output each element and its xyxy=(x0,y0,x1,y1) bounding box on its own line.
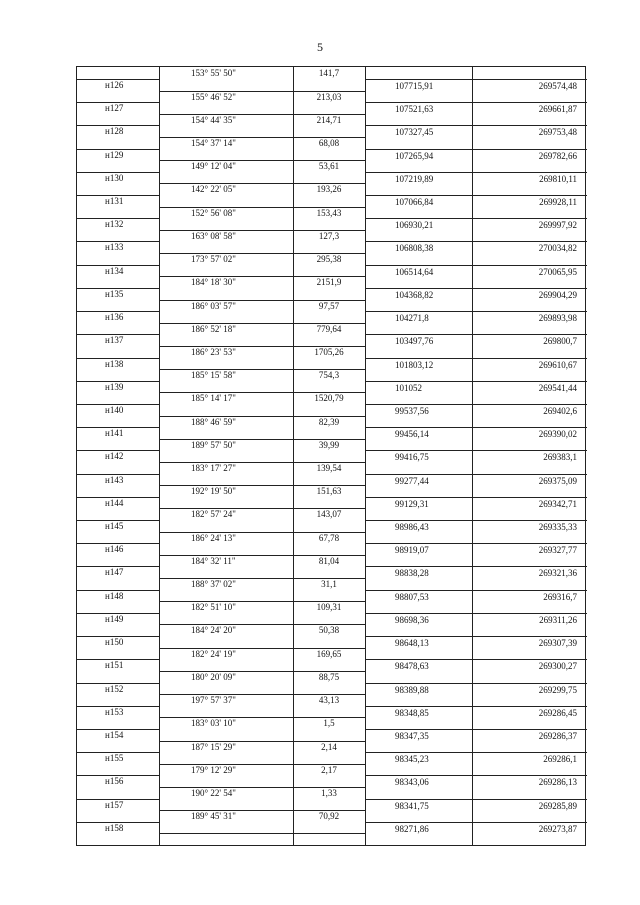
direction-angle-cell: 182° 51' 10" xyxy=(191,602,236,613)
point-label: н135 xyxy=(105,288,124,299)
point-label: н158 xyxy=(105,822,124,833)
row-divider xyxy=(365,706,587,707)
direction-angle-cell: 192° 19' 50" xyxy=(191,486,236,497)
point-label: н139 xyxy=(105,381,124,392)
point-label: н156 xyxy=(105,776,124,787)
coordinate-y-cell: 269661,87 xyxy=(538,104,577,115)
direction-angle-cell: 173° 57' 02" xyxy=(191,254,236,265)
coordinate-y-cell: 269810,11 xyxy=(539,173,577,184)
segment-length-cell: 43,13 xyxy=(318,695,340,706)
row-divider xyxy=(365,288,587,289)
direction-angle-cell: 182° 24' 19" xyxy=(191,648,236,659)
row-divider xyxy=(365,566,587,567)
row-divider xyxy=(365,822,587,823)
coordinate-y-cell: 269390,02 xyxy=(538,429,577,440)
point-label: н141 xyxy=(105,428,124,439)
coordinate-y-cell: 269541,44 xyxy=(538,382,577,393)
direction-angle-cell: 187° 15' 29" xyxy=(191,741,236,752)
point-label: н146 xyxy=(105,544,124,555)
direction-angle-cell: 189° 45' 31" xyxy=(191,811,236,822)
segment-length-cell: 39,99 xyxy=(318,439,340,450)
row-divider xyxy=(365,218,587,219)
row-divider xyxy=(365,172,587,173)
direction-angle-cell: 186° 24' 13" xyxy=(191,532,236,543)
point-label: н154 xyxy=(105,729,124,740)
coordinate-y-cell: 269286,1 xyxy=(543,754,577,765)
point-label: н130 xyxy=(105,172,124,183)
point-label: н127 xyxy=(105,103,124,114)
row-divider xyxy=(365,683,587,684)
coordinate-x-cell: 103497,76 xyxy=(395,336,434,347)
row-divider xyxy=(365,381,587,382)
direction-angle-cell: 180° 20' 09" xyxy=(191,671,236,682)
point-label: н151 xyxy=(105,660,124,671)
segment-length-cell: 67,78 xyxy=(318,532,340,543)
coordinate-x-cell: 107327,45 xyxy=(395,127,434,138)
row-divider xyxy=(365,79,587,80)
row-divider xyxy=(365,729,587,730)
point-label: н137 xyxy=(105,335,124,346)
row-divider xyxy=(365,520,587,521)
point-label: н155 xyxy=(105,753,124,764)
coordinates-table xyxy=(76,66,586,846)
segment-length-cell: 70,92 xyxy=(318,811,340,822)
coordinate-x-cell: 98343,06 xyxy=(395,777,429,788)
segment-length-cell: 1,5 xyxy=(323,718,335,729)
coordinate-y-cell: 269273,87 xyxy=(538,823,577,834)
segment-length-cell: 151,63 xyxy=(316,486,342,497)
point-label: н148 xyxy=(105,590,124,601)
direction-angle-cell: 183° 03' 10" xyxy=(191,718,236,729)
coordinate-x-cell: 99416,75 xyxy=(395,452,429,463)
point-label: н136 xyxy=(105,312,124,323)
coordinate-x-cell: 98698,36 xyxy=(395,614,429,625)
row-divider xyxy=(365,149,587,150)
segment-length-cell: 1705,26 xyxy=(314,346,344,357)
segment-length-cell: 31,1 xyxy=(321,579,337,590)
row-divider xyxy=(365,752,587,753)
row-divider xyxy=(365,125,587,126)
coordinate-x-cell: 98838,28 xyxy=(395,568,429,579)
coordinate-y-cell: 269335,33 xyxy=(538,522,577,533)
direction-angle-cell: 189° 57' 50" xyxy=(191,439,236,450)
segment-length-cell: 143,07 xyxy=(316,509,342,520)
coordinate-y-cell: 269893,98 xyxy=(538,313,577,324)
point-label: н128 xyxy=(105,126,124,137)
coordinate-x-cell: 107219,89 xyxy=(395,173,434,184)
coordinate-y-cell: 270034,82 xyxy=(538,243,577,254)
coordinate-x-cell: 106808,38 xyxy=(395,243,434,254)
segment-length-cell: 2151,9 xyxy=(316,277,342,288)
row-divider xyxy=(365,799,587,800)
row-divider xyxy=(365,427,587,428)
segment-length-cell: 53,61 xyxy=(318,161,340,172)
segment-length-cell: 2,14 xyxy=(321,741,337,752)
point-label: н157 xyxy=(105,799,124,810)
point-label: н142 xyxy=(105,451,124,462)
segment-length-cell: 127,3 xyxy=(318,230,340,241)
coordinate-x-cell: 101803,12 xyxy=(395,359,434,370)
point-label: н152 xyxy=(105,683,124,694)
point-label: н129 xyxy=(105,149,124,160)
coordinate-y-cell: 269300,27 xyxy=(538,661,577,672)
coordinate-x-cell: 106514,64 xyxy=(395,266,434,277)
point-label: н153 xyxy=(105,706,124,717)
coordinate-x-cell: 107265,94 xyxy=(395,150,434,161)
coordinate-y-cell: 269316,7 xyxy=(543,591,577,602)
row-divider xyxy=(365,102,587,103)
direction-angle-cell: 185° 14' 17" xyxy=(191,393,236,404)
coordinate-y-cell: 269286,37 xyxy=(538,730,577,741)
coordinate-x-cell: 98919,07 xyxy=(395,545,429,556)
coordinate-x-cell: 98389,88 xyxy=(395,684,429,695)
coordinate-x-cell: 98271,86 xyxy=(395,823,429,834)
direction-angle-cell: 197° 57' 37" xyxy=(191,695,236,706)
segment-length-cell: 169,65 xyxy=(316,648,342,659)
direction-angle-cell: 184° 18' 30" xyxy=(191,277,236,288)
segment-length-cell: 88,75 xyxy=(318,671,340,682)
direction-angle-cell: 188° 46' 59" xyxy=(191,416,236,427)
row-divider xyxy=(365,404,587,405)
coordinate-y-cell: 269311,26 xyxy=(539,614,577,625)
row-divider xyxy=(365,775,587,776)
point-label: н133 xyxy=(105,242,124,253)
point-label: н138 xyxy=(105,358,124,369)
direction-angle-cell: 154° 44' 35" xyxy=(191,114,236,125)
direction-angle-cell: 182° 57' 24" xyxy=(191,509,236,520)
segment-length-cell: 779,64 xyxy=(316,323,342,334)
direction-angle-cell: 163° 08' 58" xyxy=(191,230,236,241)
segment-length-cell: 214,71 xyxy=(316,114,342,125)
coordinate-x-cell: 107715,91 xyxy=(395,81,434,91)
segment-length-cell: 139,54 xyxy=(316,463,342,473)
coordinate-y-cell: 269904,29 xyxy=(538,289,577,300)
direction-angle-cell: 149° 12' 04" xyxy=(191,161,236,172)
segment-length-cell: 193,26 xyxy=(316,184,342,195)
segment-length-cell: 1520,79 xyxy=(314,393,344,404)
coordinate-y-cell: 269342,71 xyxy=(538,498,577,509)
coordinate-y-cell: 269610,67 xyxy=(538,359,577,370)
coordinate-x-cell: 98478,63 xyxy=(395,661,429,672)
direction-angle-cell: 185° 15' 58" xyxy=(191,370,236,381)
coordinate-y-cell: 269928,11 xyxy=(539,197,577,208)
coordinate-x-cell: 98807,53 xyxy=(395,591,429,602)
coordinate-y-cell: 269327,77 xyxy=(538,545,577,556)
row-divider xyxy=(365,636,587,637)
coordinate-y-cell: 269321,36 xyxy=(538,568,577,579)
coordinate-x-cell: 99129,31 xyxy=(395,498,429,509)
segment-length-cell: 213,03 xyxy=(316,91,342,102)
row-divider xyxy=(365,334,587,335)
point-label: н150 xyxy=(105,637,124,648)
direction-angle-cell: 152° 56' 08" xyxy=(191,207,236,218)
point-label: н144 xyxy=(105,497,124,508)
point-label: н132 xyxy=(105,219,124,230)
row-divider xyxy=(365,474,587,475)
coordinate-y-cell: 269285,89 xyxy=(538,800,577,811)
coordinate-x-cell: 104271,8 xyxy=(395,313,429,324)
coordinate-y-cell: 269307,39 xyxy=(538,638,577,649)
coordinate-y-cell: 269997,92 xyxy=(538,220,577,231)
coordinate-y-cell: 269286,13 xyxy=(538,777,577,788)
segment-length-cell: 754,3 xyxy=(318,370,340,381)
point-label: н131 xyxy=(105,196,124,207)
coordinate-x-cell: 98986,43 xyxy=(395,522,429,533)
segment-length-cell: 1,33 xyxy=(321,787,337,798)
coordinate-x-cell: 99537,56 xyxy=(395,405,429,416)
segment-length-cell: 2,17 xyxy=(321,764,337,775)
segment-length-cell: 141,7 xyxy=(318,68,340,78)
point-label: н147 xyxy=(105,567,124,578)
point-label: н126 xyxy=(105,80,124,90)
coordinate-x-cell: 99277,44 xyxy=(395,475,429,486)
coordinate-y-cell: 269402,6 xyxy=(543,405,577,416)
segment-length-cell: 68,08 xyxy=(318,138,340,149)
row-divider xyxy=(365,241,587,242)
segment-length-cell: 50,38 xyxy=(318,625,340,636)
page-number: 5 xyxy=(317,40,323,54)
direction-angle-cell: 186° 23' 53" xyxy=(191,346,236,357)
coordinate-y-cell: 269375,09 xyxy=(538,475,577,486)
coordinate-x-cell: 98341,75 xyxy=(395,800,429,811)
coordinate-y-cell: 269574,48 xyxy=(538,81,577,91)
direction-angle-cell: 179° 12' 29" xyxy=(191,764,236,775)
coordinate-x-cell: 104368,82 xyxy=(395,289,434,300)
point-label: н149 xyxy=(105,613,124,624)
direction-angle-cell: 186° 03' 57" xyxy=(191,300,236,311)
coordinate-x-cell: 98648,13 xyxy=(395,638,429,649)
coordinate-x-cell: 106930,21 xyxy=(395,220,434,231)
coordinate-x-cell: 99456,14 xyxy=(395,429,429,440)
row-divider xyxy=(365,590,587,591)
segment-length-cell: 153,43 xyxy=(316,207,342,218)
coordinate-x-cell: 107066,84 xyxy=(395,197,434,208)
coordinate-y-cell: 270065,95 xyxy=(538,266,577,277)
coordinate-y-cell: 269753,48 xyxy=(538,127,577,138)
row-divider xyxy=(365,659,587,660)
row-divider xyxy=(365,265,587,266)
direction-angle-cell: 154° 37' 14" xyxy=(191,138,236,149)
segment-length-cell: 82,39 xyxy=(318,416,340,427)
row-divider xyxy=(365,543,587,544)
row-divider xyxy=(365,195,587,196)
segment-length-cell: 81,04 xyxy=(318,555,340,566)
coordinate-y-cell: 269383,1 xyxy=(543,452,577,463)
coordinate-y-cell: 269299,75 xyxy=(538,684,577,695)
coordinate-x-cell: 98345,23 xyxy=(395,754,429,765)
coordinate-x-cell: 98347,35 xyxy=(395,730,429,741)
direction-angle-cell: 155° 46' 52" xyxy=(191,91,236,102)
row-divider xyxy=(159,833,365,834)
row-divider xyxy=(365,613,587,614)
coordinate-x-cell: 98348,85 xyxy=(395,707,429,718)
direction-angle-cell: 186° 52' 18" xyxy=(191,323,236,334)
point-label: н143 xyxy=(105,474,124,485)
coordinate-x-cell: 101052 xyxy=(395,382,422,393)
direction-angle-cell: 183° 17' 27" xyxy=(191,463,236,473)
row-divider xyxy=(365,450,587,451)
row-divider xyxy=(365,497,587,498)
direction-angle-cell: 184° 32' 11" xyxy=(191,555,236,566)
direction-angle-cell: 184° 24' 20" xyxy=(191,625,236,636)
row-divider xyxy=(365,311,587,312)
coordinate-y-cell: 269800,7 xyxy=(543,336,577,347)
direction-angle-cell: 153° 55' 50" xyxy=(191,68,236,78)
row-divider xyxy=(365,358,587,359)
coordinate-y-cell: 269782,66 xyxy=(538,150,577,161)
segment-length-cell: 109,31 xyxy=(316,602,342,613)
point-label: н134 xyxy=(105,265,124,276)
direction-angle-cell: 188° 37' 02" xyxy=(191,579,236,590)
direction-angle-cell: 142° 22' 05" xyxy=(191,184,236,195)
coordinate-x-cell: 107521,63 xyxy=(395,104,434,115)
point-label: н140 xyxy=(105,404,124,415)
point-label: н145 xyxy=(105,521,124,532)
coordinate-y-cell: 269286,45 xyxy=(538,707,577,718)
direction-angle-cell: 190° 22' 54" xyxy=(191,787,236,798)
segment-length-cell: 295,38 xyxy=(316,254,342,265)
segment-length-cell: 97,57 xyxy=(318,300,340,311)
